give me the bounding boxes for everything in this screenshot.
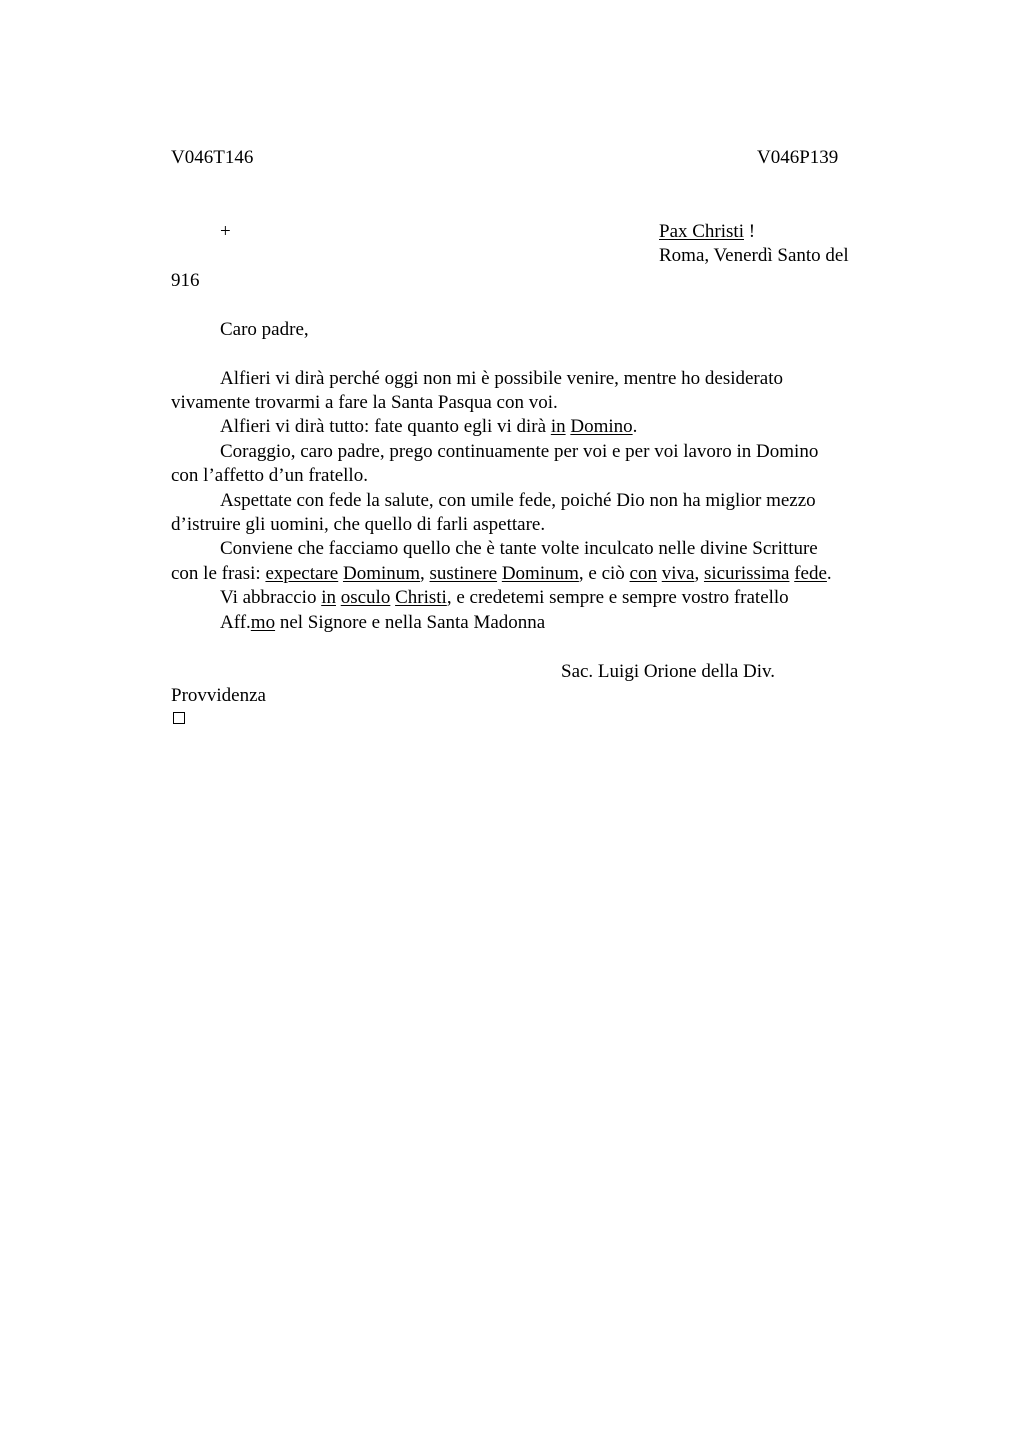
p2-period: . [632, 416, 638, 437]
p6-underlined-in: in [321, 587, 336, 608]
p5-underlined-dominum-2: Dominum [501, 563, 579, 584]
p6-underlined-christi: Christi [395, 587, 447, 608]
paragraph-3-line-2: con l’affetto d’un fratello. [171, 465, 368, 486]
p5-text-a: con le frasi: [171, 563, 266, 584]
place-date: Roma, Venerdì Santo del [659, 245, 849, 266]
paragraph-5-line-2 [171, 562, 832, 586]
pax-exclaim: ! [743, 221, 756, 242]
paragraph-5-line-1: Conviene che facciamo quello che è tante volte inculcato nelle divine Scritture [220, 538, 818, 559]
paragraph-2 [220, 415, 637, 439]
p6-underlined-osculo: osculo [340, 587, 391, 608]
paragraph-3-line-1: Coraggio, caro padre, prego continuamente per voi e per voi lavoro in Domino [220, 441, 819, 462]
document-code-left: V046T146 [171, 147, 254, 168]
signature-line-1: Sac. Luigi Orione della Div. [561, 661, 776, 682]
p5-underlined-sicurissima: sicurissima [703, 563, 790, 584]
pax-christi-text: Pax Christi [659, 221, 744, 242]
paragraph-1-line-2: vivamente trovarmi a fare la Santa Pasqua con voi. [171, 392, 558, 413]
empty-square-glyph [173, 712, 185, 724]
closing-line [220, 611, 545, 635]
paragraph-1-line-1: Alfieri vi dirà perché oggi non mi è possibile venire, mentre ho desiderato [220, 368, 783, 389]
p2-underlined-domino: Domino [570, 416, 633, 437]
p5-underlined-con: con [629, 563, 657, 584]
paragraph-6 [220, 586, 789, 610]
p6-text-a: Vi abbraccio [220, 587, 322, 608]
cross-mark: + [220, 221, 231, 242]
document-code-right: V046P139 [757, 147, 839, 168]
p5-text-e-cio: , e ciò [578, 563, 630, 584]
p5-comma-2: , [694, 563, 704, 584]
p6-text-rest: , e credetemi sempre e sempre vostro fratello [446, 587, 789, 608]
paragraph-4-line-2: d’istruire gli uomini, che quello di farli aspettare. [171, 514, 546, 535]
p5-underlined-expectare: expectare [265, 563, 339, 584]
closing-rest: nel Signore e nella Santa Madonna [275, 612, 546, 633]
p2-underlined-in: in [550, 416, 566, 437]
p5-underlined-sustinere: sustinere [429, 563, 498, 584]
closing-underlined-mo: mo [250, 612, 276, 633]
p5-comma-1: , [420, 563, 430, 584]
p2-text: Alfieri vi dirà tutto: fate quanto egli vi dirà [220, 416, 551, 437]
p5-underlined-fede: fede [794, 563, 827, 584]
year: 916 [171, 270, 200, 291]
closing-aff: Aff. [220, 612, 251, 633]
p5-underlined-viva: viva [661, 563, 695, 584]
p5-underlined-dominum-1: Dominum [342, 563, 421, 584]
signature-line-2: Provvidenza [171, 685, 266, 706]
greeting-pax [659, 220, 755, 244]
salutation: Caro padre, [220, 319, 309, 340]
paragraph-4-line-1: Aspettate con fede la salute, con umile fede, poiché Dio non ha miglior mezzo [220, 490, 816, 511]
p5-period: . [826, 563, 832, 584]
